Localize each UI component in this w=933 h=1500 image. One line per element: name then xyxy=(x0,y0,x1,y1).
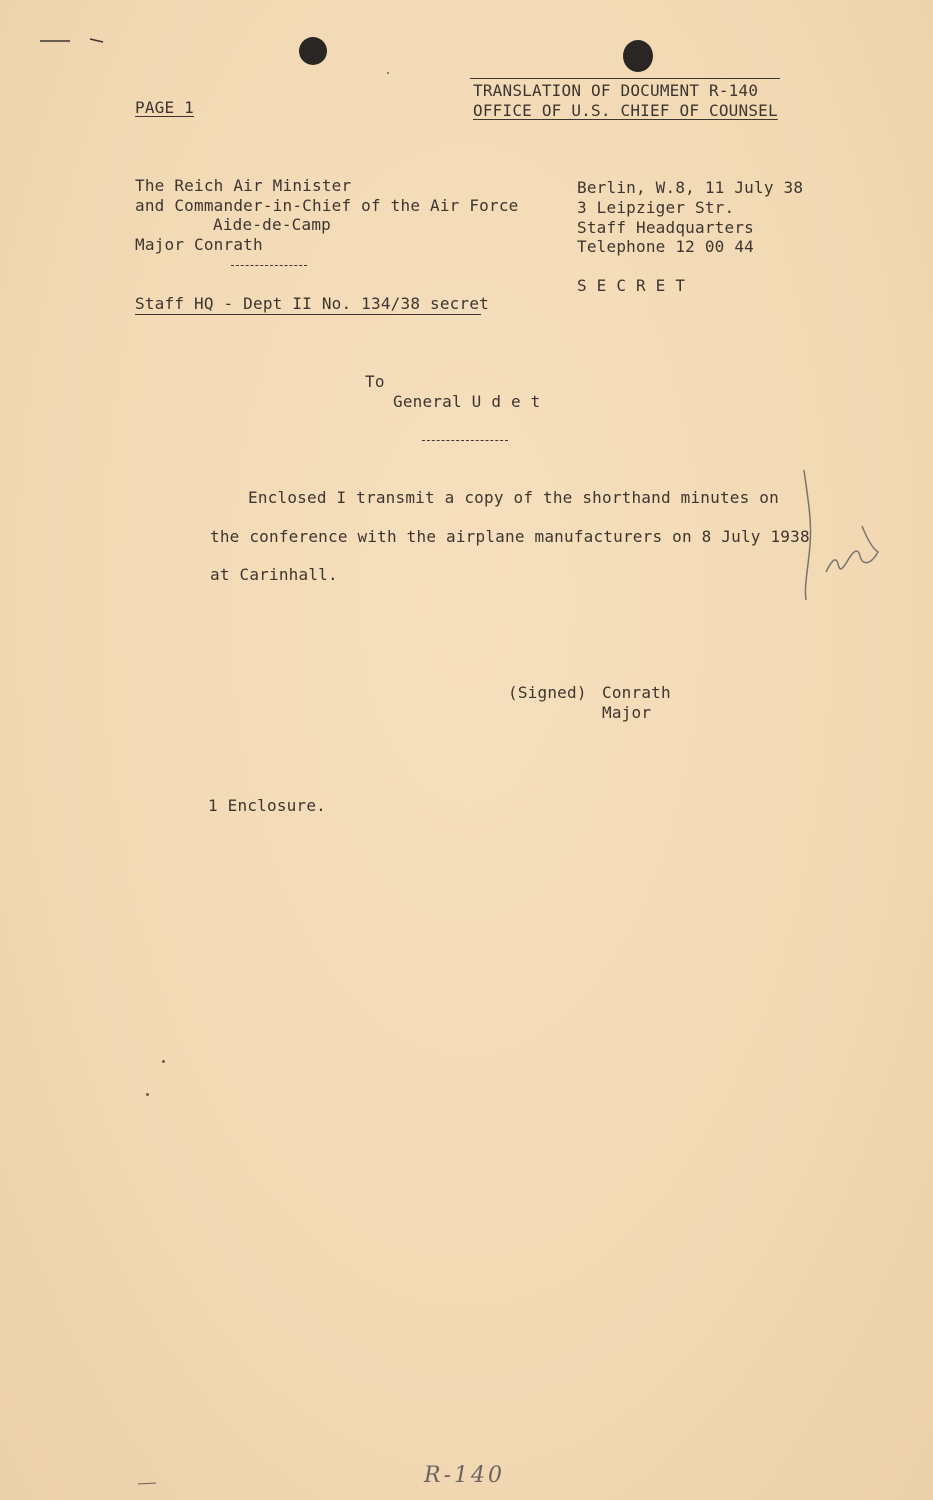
classification-mark: S E C R E T xyxy=(577,276,686,295)
sender-divider xyxy=(231,265,307,266)
recipient-to: To xyxy=(365,372,385,391)
sender-line-2: and Commander-in-Chief of the Air Force xyxy=(135,196,519,215)
body-line-2: the conference with the airplane manufacturers on 8 July 1938 xyxy=(210,527,810,546)
dateline-line-1: Berlin, W.8, 11 July 38 xyxy=(577,178,804,197)
sender-line-4: Major Conrath xyxy=(135,235,263,254)
paper-speck xyxy=(387,72,389,74)
dateline-line-3: Staff Headquarters xyxy=(577,218,754,237)
sender-line-3: Aide-de-Camp xyxy=(213,215,331,234)
handwritten-document-number: R-140 xyxy=(424,1463,505,1488)
signature-rank: Major xyxy=(602,703,652,722)
dateline-line-4: Telephone 12 00 44 xyxy=(577,237,754,256)
punch-hole-right xyxy=(623,40,653,72)
translation-line: TRANSLATION OF DOCUMENT R-140 xyxy=(473,81,759,100)
reference-line: Staff HQ - Dept II No. 134/38 secret xyxy=(135,294,489,313)
signature-signed: (Signed) xyxy=(508,683,587,702)
dateline-line-2: 3 Leipziger Str. xyxy=(577,198,735,217)
paper-speck xyxy=(146,1093,149,1096)
recipient-divider xyxy=(422,440,508,441)
paper-speck xyxy=(162,1060,165,1063)
recipient-name: General U d e t xyxy=(393,392,541,411)
body-line-1: Enclosed I transmit a copy of the shorthand minutes on xyxy=(248,488,779,507)
punch-hole-left xyxy=(299,37,327,65)
page-label: PAGE 1 xyxy=(135,98,194,117)
header-rule-top xyxy=(470,78,780,79)
body-line-3: at Carinhall. xyxy=(210,565,338,584)
reference-underline xyxy=(135,314,481,315)
signature-name: Conrath xyxy=(602,683,671,702)
enclosure-note: 1 Enclosure. xyxy=(208,796,326,815)
sender-line-1: The Reich Air Minister xyxy=(135,176,352,195)
office-line: OFFICE OF U.S. CHIEF OF COUNSEL xyxy=(473,101,778,120)
